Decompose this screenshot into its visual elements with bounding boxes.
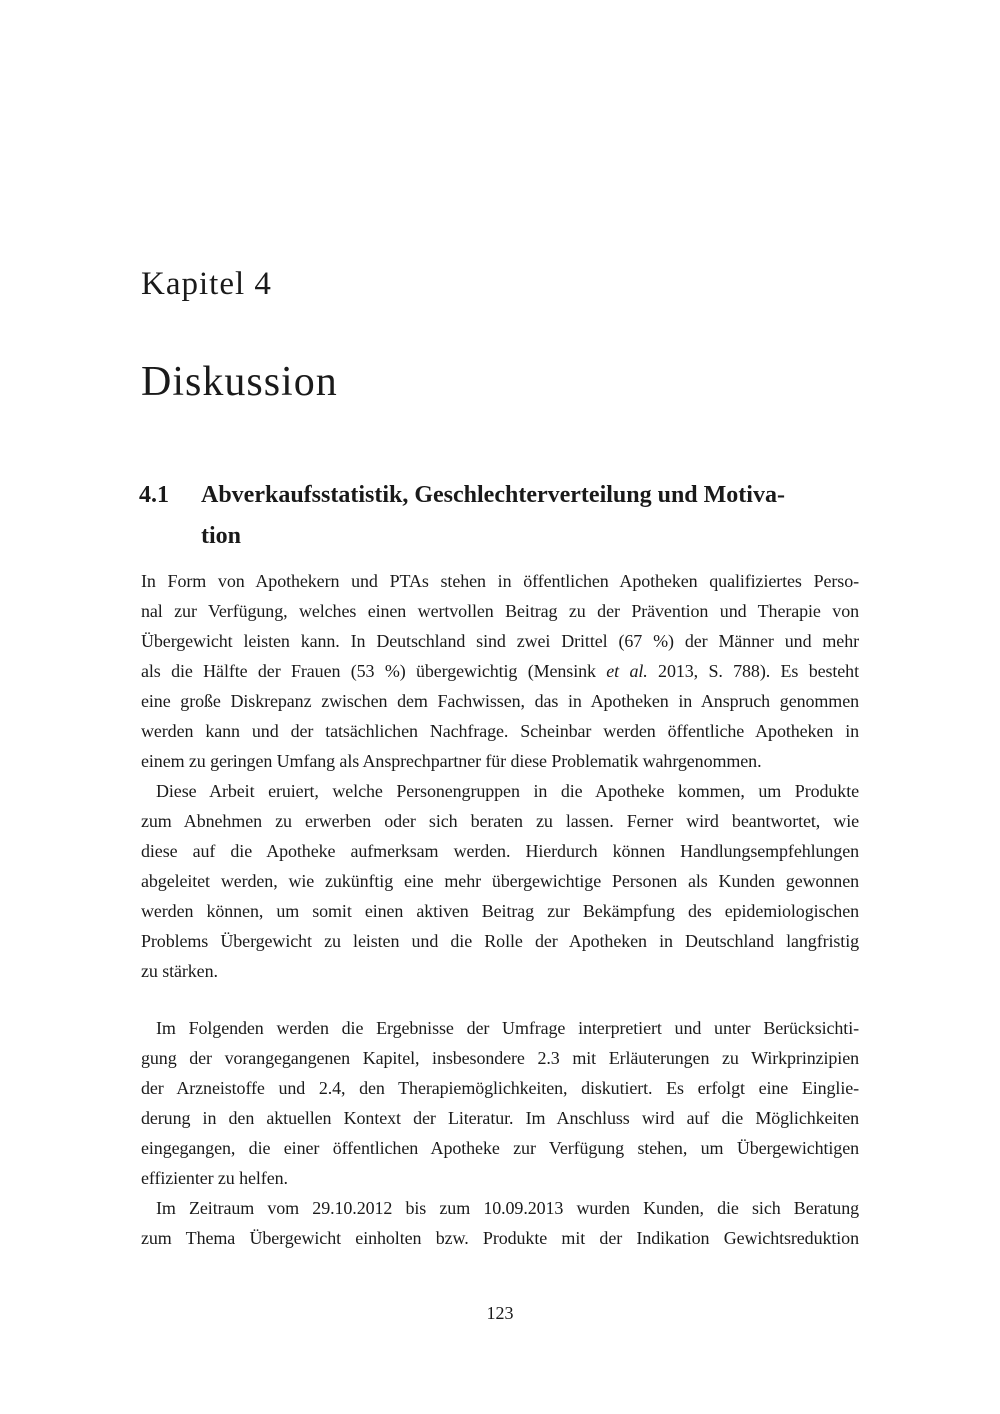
section-title-line: Abverkaufsstatistik, Geschlechterverteilung und Motiva- [201,482,785,508]
text-line: Diese Arbeit eruiert, welche Personengruppen in die Apotheke kommen, um Produkte [156,781,859,801]
text-line: einem zu geringen Umfang als Ansprechpartner für diese Problematik wahrgenommen. [141,751,762,771]
section-heading [139,475,879,557]
section-number: 4.1 [139,482,169,508]
text-line: zu stärken. [141,961,218,981]
text-line: In Form von Apothekern und PTAs stehen in öffentlichen Apotheken qualifiziertes Perso- [141,571,859,591]
section-title-line: tion [201,523,242,549]
paragraph [141,1013,859,1193]
text-line: nal zur Verfügung, welches einen wertvollen Beitrag zu der Prävention und Therapie von [141,601,859,621]
text-line: eine große Diskrepanz zwischen dem Fachwissen, das in Apotheken in Anspruch genommen [141,691,859,711]
text-line: Problems Übergewicht zu leisten und die Rolle der Apotheken in Deutschland langfristig [141,931,859,951]
text-segment: als die Hälfte der Frauen (53 %) übergewichtig (Mensink [141,661,607,681]
text-line: werden können, um somit einen aktiven Beitrag zur Bekämpfung des epidemiologischen [141,901,859,921]
text-line: der Arzneistoffe und 2.4, den Therapiemöglichkeiten, diskutiert. Es erfolgt eine Einglie- [141,1078,859,1098]
chapter-label: Kapitel 4 [141,266,272,302]
paragraph [141,776,859,986]
section-title [201,475,785,557]
text-line: gung der vorangegangenen Kapitel, insbesondere 2.3 mit Erläuterungen zu Wirkprinzipien [141,1048,859,1068]
text-line: diese auf die Apotheke aufmerksam werden. Hierdurch können Handlungsempfehlungen [141,841,859,861]
chapter-title: Diskussion [141,359,338,405]
paragraph [141,1193,859,1253]
text-line: zum Thema Übergewicht einholten bzw. Produkte mit der Indikation Gewichtsreduktion [141,1228,859,1248]
text-line: Im Zeitraum vom 29.10.2012 bis zum 10.09.2013 wurden Kunden, die sich Beratung [156,1198,859,1218]
text-line: eingegangen, die einer öffentlichen Apotheke zur Verfügung stehen, um Übergewichtigen [141,1138,859,1158]
text-line: werden kann und der tatsächlichen Nachfrage. Scheinbar werden öffentliche Apotheken in [141,721,859,741]
text-line [141,656,859,686]
text-line: abgeleitet werden, wie zukünftig eine mehr übergewichtige Personen als Kunden gewonnen [141,871,859,891]
paragraph [141,566,859,776]
text-line: Im Folgenden werden die Ergebnisse der Umfrage interpretiert und unter Berücksichti- [156,1018,859,1038]
page-number: 123 [486,1303,514,1323]
italic-text: et al. [606,661,648,681]
text-line: derung in den aktuellen Kontext der Literatur. Im Anschluss wird auf die Möglichkeiten [141,1108,859,1128]
text-line: Übergewicht leisten kann. In Deutschland sind zwei Drittel (67 %) der Männer und mehr [141,631,859,651]
text-line: zum Abnehmen zu erwerben oder sich beraten zu lassen. Ferner wird beantwortet, wie [141,811,859,831]
body-text [141,566,859,1253]
text-segment: 2013, S. 788). Es besteht [647,661,859,681]
text-line: effizienter zu helfen. [141,1168,288,1188]
